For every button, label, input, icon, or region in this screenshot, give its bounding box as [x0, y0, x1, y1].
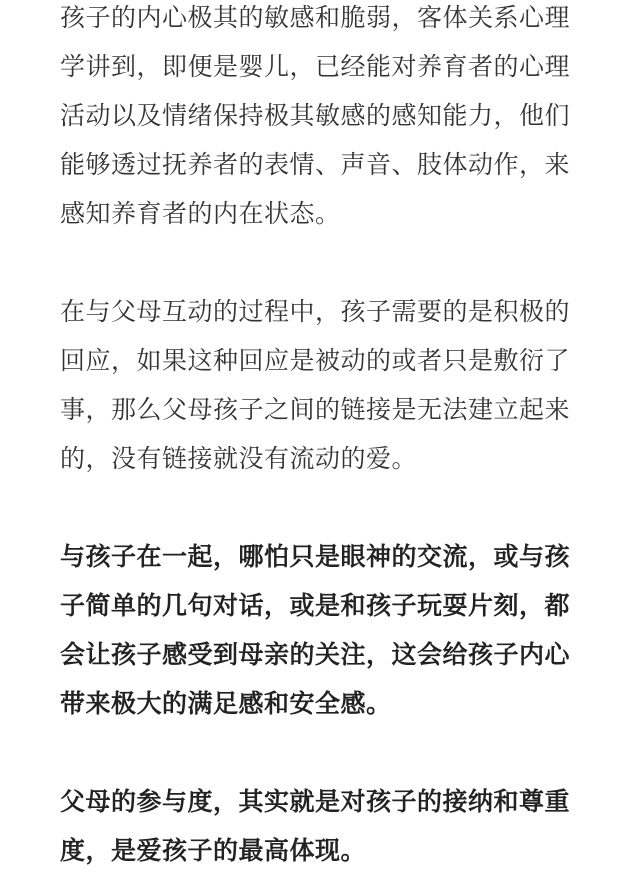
article-body — [60, 0, 588, 875]
paragraph-line: 带来极大的满足感和安全感。 — [60, 689, 392, 718]
paragraph-line: 度，是爱孩子的最高体现。 — [60, 836, 367, 865]
paragraph-line: 子简单的几句对话，或是和孩子玩耍片刻，都 — [60, 591, 571, 620]
paragraph-line: 会让孩子感受到母亲的关注，这会给孩子内心 — [60, 640, 571, 669]
paragraph-line: 能够透过抚养者的表情、声音、肢体动作，来 — [60, 150, 571, 179]
paragraph-spacer — [60, 483, 588, 532]
paragraph-3 — [60, 532, 588, 728]
paragraph-4 — [60, 777, 588, 875]
paragraph-line: 孩子的内心极其的敏感和脆弱，客体关系心理 — [60, 3, 571, 32]
paragraph-line: 感知养育者的内在状态。 — [60, 199, 341, 228]
paragraph-line: 父母的参与度，其实就是对孩子的接纳和尊重 — [60, 787, 571, 816]
paragraph-line: 学讲到，即便是婴儿，已经能对养育者的心理 — [60, 52, 571, 81]
paragraph-spacer — [60, 238, 588, 287]
paragraph-line: 回应，如果这种回应是被动的或者只是敷衍了 — [60, 346, 571, 375]
paragraph-line: 活动以及情绪保持极其敏感的感知能力，他们 — [60, 101, 571, 130]
paragraph-line: 事，那么父母孩子之间的链接是无法建立起来 — [60, 395, 571, 424]
paragraph-2 — [60, 287, 588, 483]
paragraph-1 — [60, 0, 588, 238]
paragraph-spacer — [60, 728, 588, 777]
paragraph-line: 在与父母互动的过程中，孩子需要的是积极的 — [60, 297, 571, 326]
paragraph-line: 与孩子在一起，哪怕只是眼神的交流，或与孩 — [60, 542, 571, 571]
paragraph-line: 的，没有链接就没有流动的爱。 — [60, 444, 418, 473]
